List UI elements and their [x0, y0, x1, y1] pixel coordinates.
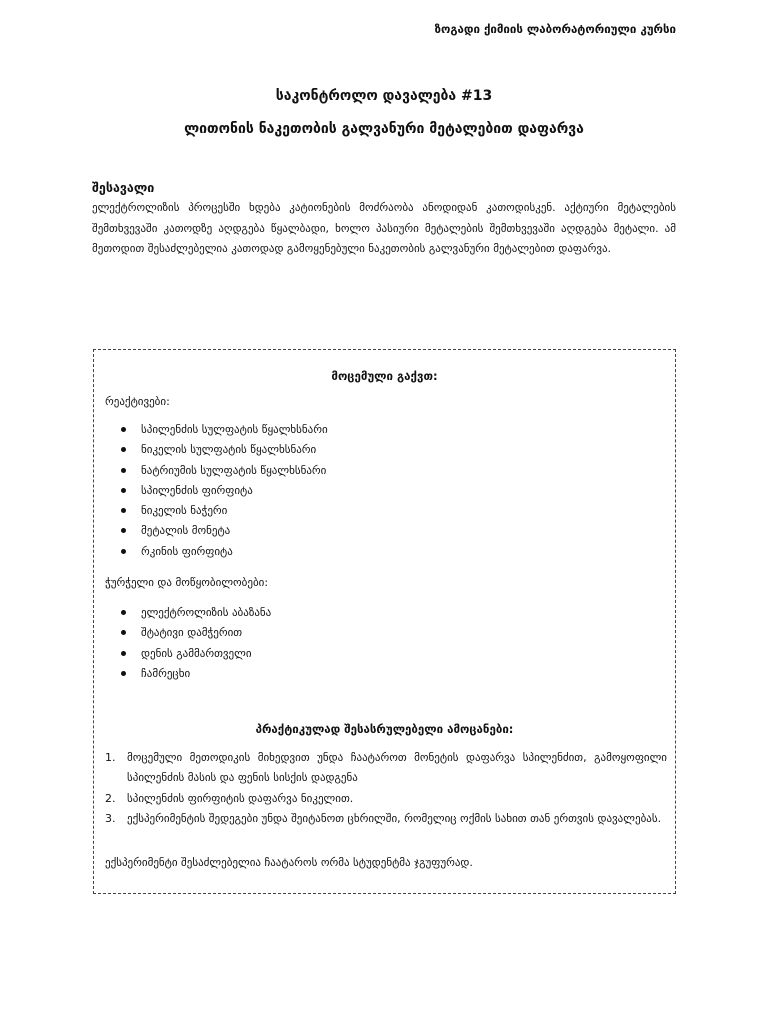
list-item [94, 603, 271, 623]
bullet-icon [121, 651, 126, 656]
task-number: 1. [105, 751, 116, 764]
bullet-icon [121, 610, 126, 615]
task-text: სპილენძის ფირფიტის დაფარვა ნიკელით. [127, 791, 354, 805]
task-item [105, 748, 667, 789]
running-header: ზოგადი ქიმიის ლაბორატორიული კურსი [434, 22, 676, 36]
equipment-text: ელექტროლიზის აბაზანა [141, 606, 272, 619]
reagent-text: რკინის ფირფიტა [141, 544, 233, 558]
reagent-text: ნიკელის სულფატის წყალხსნარი [141, 443, 317, 457]
list-item [94, 623, 271, 643]
equipment-text: ჩამრეცხი [141, 666, 191, 680]
list-item [94, 664, 271, 684]
task-text: ექსპერიმენტის შედეგები უნდა შეიტანოთ ცხრილში, რომელიც ოქმის სახით თან ერთვის დავალებას. [127, 811, 662, 825]
list-item [94, 501, 328, 521]
equipment-text: შტატივი დამჭერით [141, 626, 243, 640]
topic-title: ლითონის ნაკეთობის გალვანური მეტალებით დაფარვა [184, 121, 584, 137]
list-item [94, 542, 328, 562]
bullet-icon [121, 671, 126, 676]
reagent-text: სპილენძის ფირფიტა [141, 483, 253, 497]
list-item [94, 644, 271, 664]
assignment-title: საკონტროლო დავალება #13 [275, 88, 493, 104]
bullet-icon [121, 528, 126, 533]
list-item [94, 420, 328, 440]
bullet-icon [121, 447, 126, 452]
reagents-list [94, 420, 328, 562]
group-work-note: ექსპერიმენტი შესაძლებელია ჩაატაროს ორმა სტუდენტმა ჯგუფურად. [105, 856, 473, 869]
tasks-heading: პრაქტიკულად შესასრულებელი ამოცანები: [255, 722, 514, 736]
list-item [94, 440, 328, 460]
task-item [105, 809, 667, 829]
tasks-list [105, 748, 667, 829]
reagent-text: მეტალის მონეტა [141, 524, 231, 538]
reagent-text: ნიკელის ნაჭერი [141, 504, 228, 518]
reagent-text: სპილენძის სულფატის წყალხსნარი [141, 423, 328, 436]
equipment-label: ჭურჭელი და მოწყობილობები: [105, 576, 269, 589]
equipment-list [94, 603, 271, 684]
intro-paragraph: ელექტროლიზის პროცესში ხდება კატიონების მოძრაობა ანოდიდან კათოდისკენ. აქტიური მეტალების შემთხვევაში კათოდზე აღდგება წყალბადი, ხოლო პასიური მეტალების შემთხვევაში აღდგება მეტალი. ამ მეთოდით შესაძლებელია კათოდად გამოყენებული ნაკეთობის გალვანური მეტალებით დაფარვა. [92, 201, 676, 255]
bullet-icon [121, 508, 126, 513]
bullet-icon [121, 549, 126, 554]
given-heading: მოცემული გაქვთ: [331, 369, 438, 383]
reagent-text: ნატრიუმის სულფატის წყალხსნარი [141, 463, 327, 477]
list-item [94, 461, 328, 481]
intro-section [92, 0, 676, 260]
task-number: 3. [105, 811, 116, 825]
reagents-label: რეაქტივები: [105, 395, 170, 408]
given-materials-box [93, 349, 676, 894]
task-item [105, 789, 667, 809]
bullet-icon [121, 468, 126, 473]
list-item [94, 481, 328, 501]
list-item [94, 521, 328, 541]
task-text: მოცემული მეთოდიკის მიხედვით უნდა ჩაატაროთ მონეტის დაფარვა სპილენძით, გამოყოფილი სპილენძის მასის და ფენის სისქის დადგენა [127, 751, 667, 785]
bullet-icon [121, 488, 126, 493]
equipment-text: დენის გამმართველი [141, 646, 252, 660]
bullet-icon [121, 630, 126, 635]
intro-heading: შესავალი [92, 180, 155, 195]
bullet-icon [121, 427, 126, 432]
task-number: 2. [105, 791, 116, 805]
